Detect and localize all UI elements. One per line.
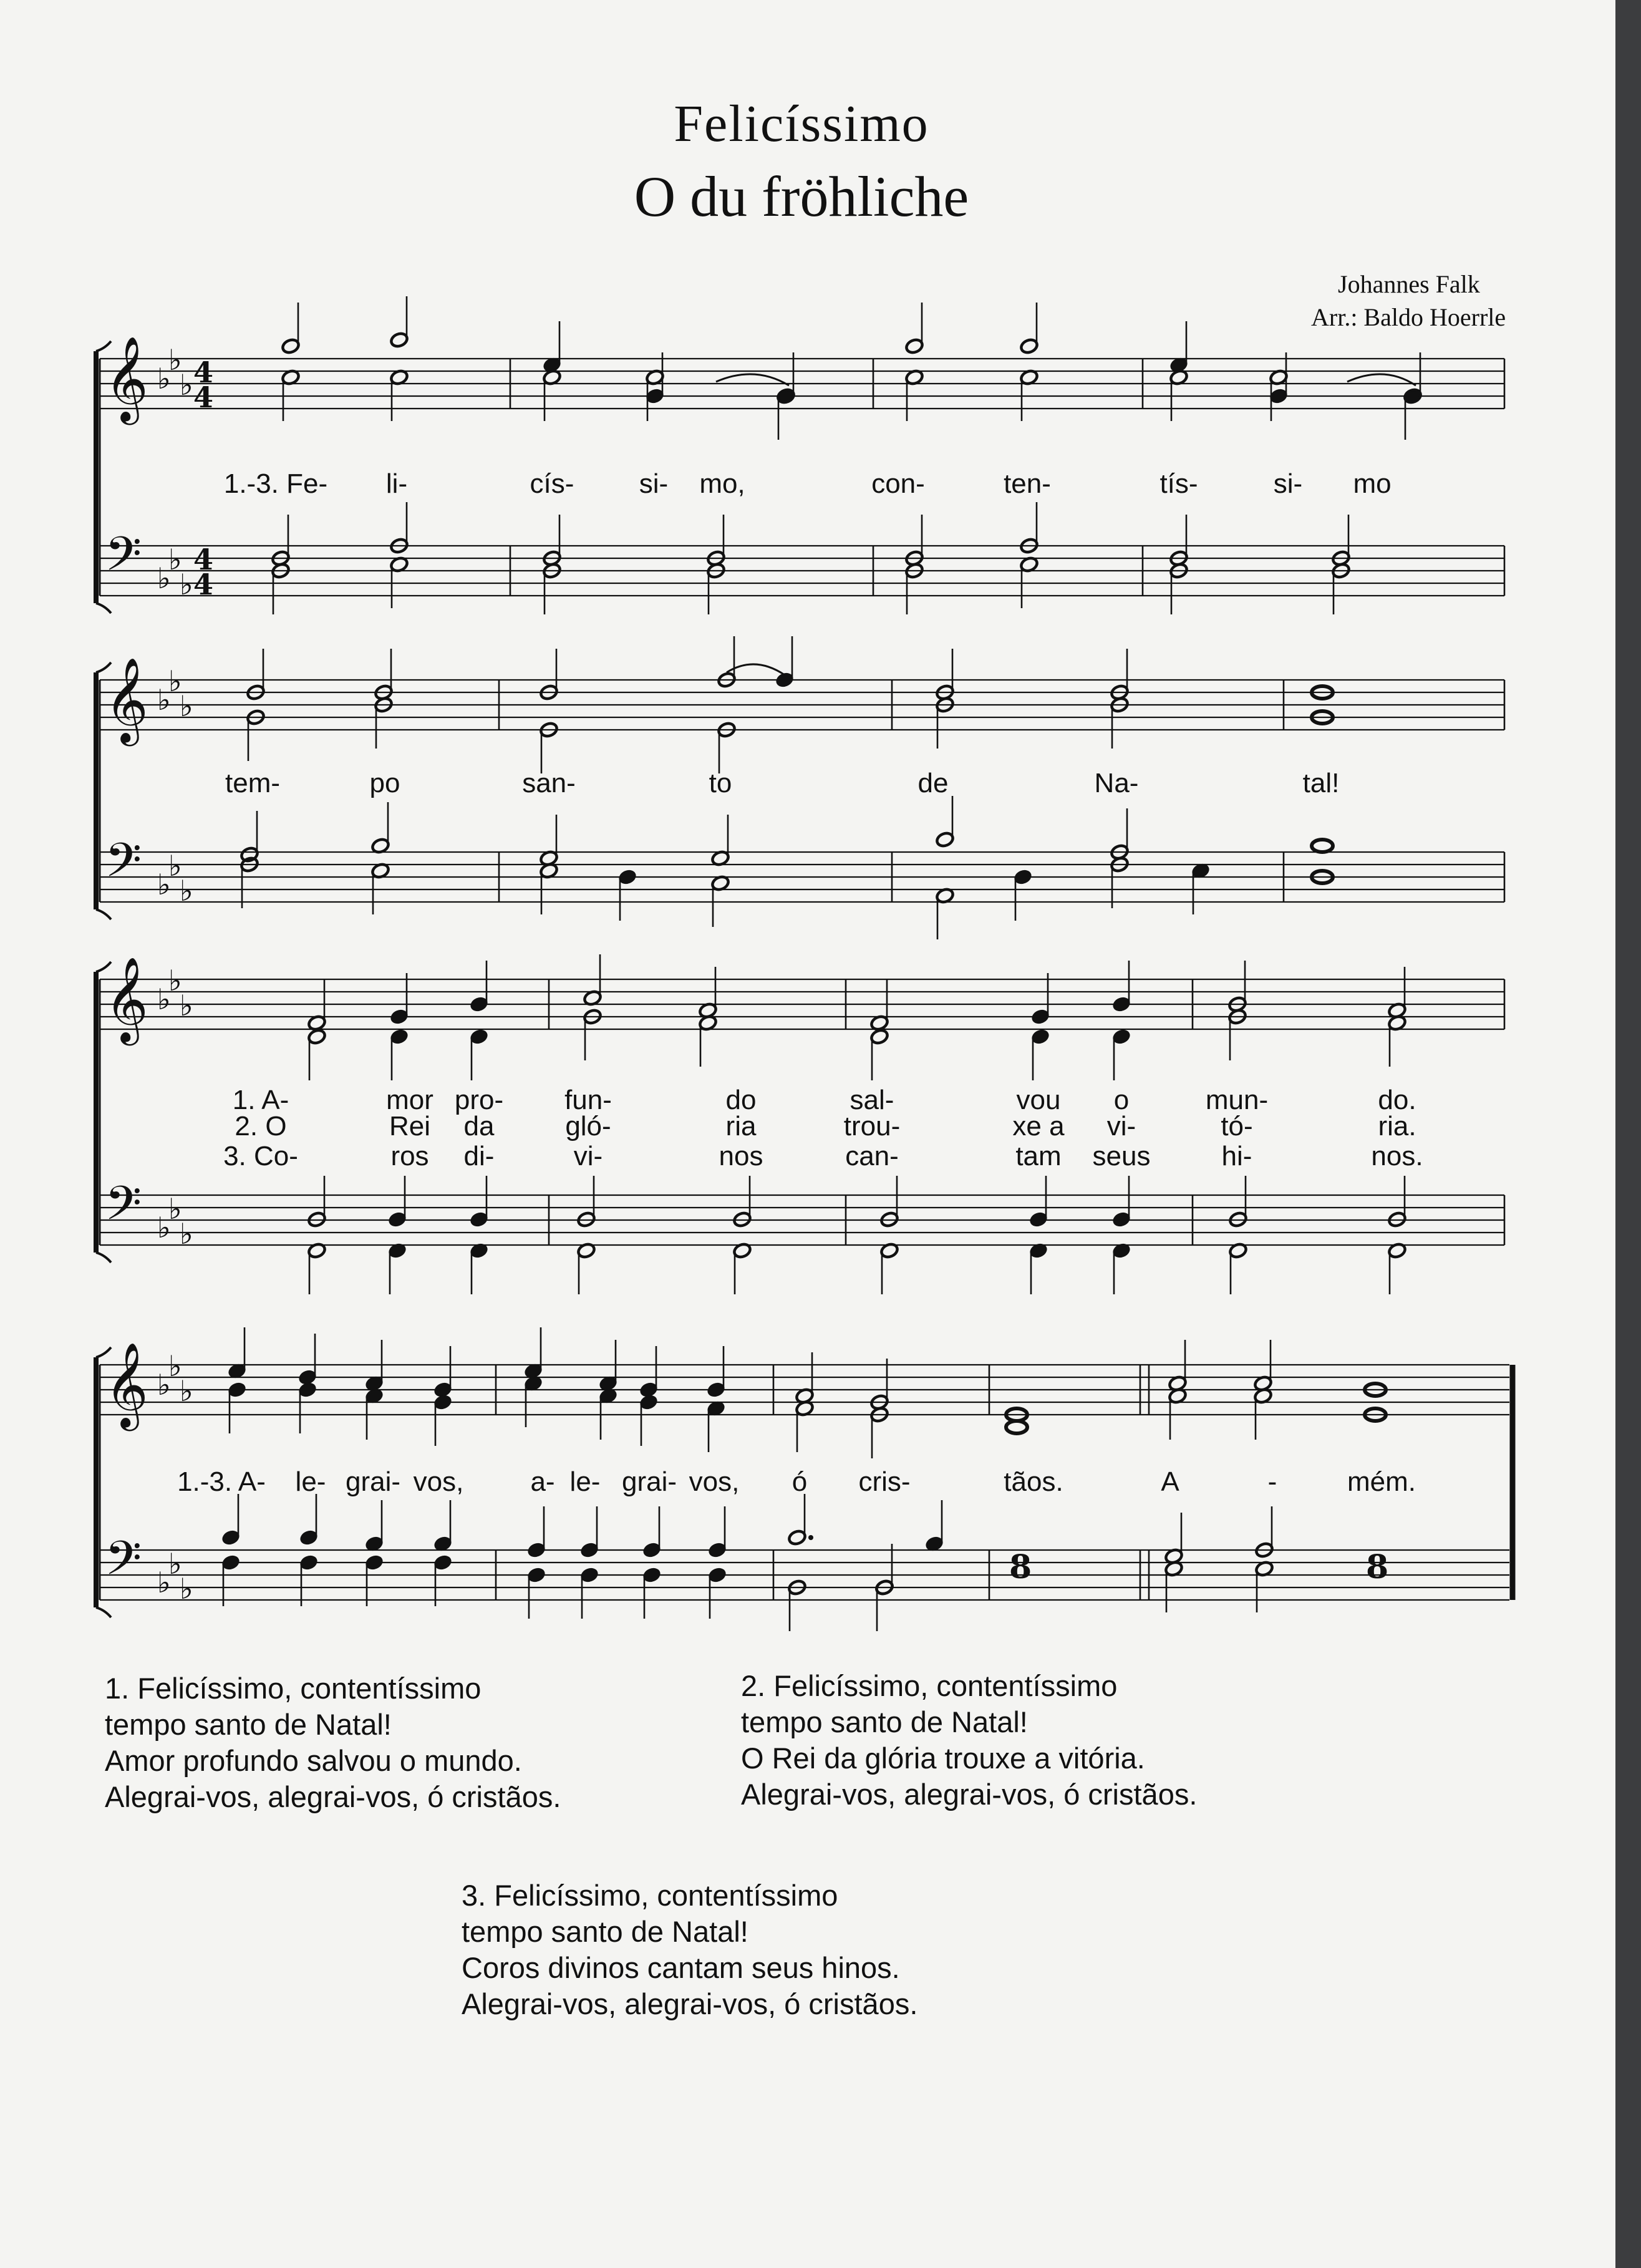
verse-line: Coros divinos cantam seus hinos. [462, 1951, 900, 1984]
verse-line: Amor profundo salvou o mundo. [105, 1744, 522, 1777]
lyric-syllable: vos, [689, 1466, 740, 1497]
lyric-syllable: grai- [345, 1466, 401, 1497]
lyric-syllable: le- [295, 1466, 326, 1497]
flat-icon: ♭ [168, 964, 182, 997]
lyric-syllable: ros [390, 1141, 429, 1171]
flat-icon: ♭ [168, 1547, 182, 1581]
lyric-syllable: 1. A- [232, 1085, 289, 1115]
lyric-syllable: seus [1092, 1141, 1151, 1171]
verse-line: Alegrai-vos, alegrai-vos, ó cristãos. [741, 1778, 1198, 1811]
lyric-syllable: to [709, 768, 732, 798]
lyric-syllable: sal- [850, 1085, 894, 1115]
time-signature-top: 4 [193, 543, 214, 576]
lyric-syllable: po [369, 768, 400, 798]
lyric-syllable: ria [725, 1111, 757, 1141]
lyric-syllable: do [725, 1085, 757, 1115]
verse-2 [741, 1668, 1197, 1813]
lyric-syllable: li- [385, 468, 408, 499]
lyric-syllable: da [463, 1111, 495, 1141]
composer-credit: Johannes Falk [1338, 270, 1480, 298]
lyric-syllable: mo, [699, 468, 745, 499]
flat-icon: ♭ [180, 874, 193, 908]
verse-1 [105, 1670, 561, 1815]
time-signature-top: 4 [193, 356, 214, 389]
verse-line: 2. Felicíssimo, contentíssimo [741, 1669, 1118, 1702]
verse-line: O Rei da glória trouxe a vitória. [741, 1742, 1145, 1775]
verse-line: 3. Felicíssimo, contentíssimo [462, 1879, 838, 1912]
lyric-syllable: tal! [1302, 768, 1340, 798]
verse-line: Alegrai-vos, alegrai-vos, ó cristãos. [105, 1780, 561, 1813]
lyric-syllable: con- [871, 468, 925, 499]
lyric-syllable: do. [1378, 1085, 1416, 1115]
verse-line: tempo santo de Natal! [105, 1708, 392, 1741]
lyric-syllable: ó [791, 1466, 808, 1497]
lyric-syllable: tó- [1221, 1111, 1253, 1141]
flat-icon: ♭ [180, 368, 193, 402]
verse-line: 1. Felicíssimo, contentíssimo [105, 1672, 482, 1705]
lyric-syllable: nos. [1371, 1141, 1423, 1171]
arranger-credit: Arr.: Baldo Hoerrle [1311, 303, 1506, 331]
lyric-syllable: xe a [1012, 1111, 1065, 1141]
treble-clef-icon: 𝄞 [105, 335, 148, 421]
lyric-syllable: mun- [1205, 1085, 1269, 1115]
flat-icon: ♭ [168, 664, 182, 698]
flat-icon: ♭ [157, 1566, 171, 1599]
lyric-syllable: trou- [843, 1111, 901, 1141]
whole-note [1006, 1421, 1027, 1433]
flat-icon: ♭ [180, 1374, 193, 1408]
lyric-syllable: 1.-3. A- [177, 1466, 266, 1497]
lyric-syllable: tãos. [1004, 1466, 1063, 1497]
lyric-syllable: hi- [1221, 1141, 1252, 1171]
bass-clef-icon: 𝄢 [105, 1531, 142, 1597]
lyric-syllable: vi- [573, 1141, 603, 1171]
verse-line: tempo santo de Natal! [741, 1705, 1028, 1738]
lyric-syllable: pro- [454, 1085, 504, 1115]
flat-icon: ♭ [157, 1368, 171, 1402]
lyric-syllable: mor [386, 1085, 433, 1115]
double-whole-note: 8 [1366, 1548, 1389, 1586]
lyric-syllable: fun- [564, 1085, 612, 1115]
lyric-syllable: cris- [858, 1466, 911, 1497]
lyric-syllable: mém. [1347, 1466, 1416, 1497]
verse-3 [462, 1878, 917, 2022]
time-signature-bottom: 4 [193, 380, 214, 414]
lyric-syllable: 1.-3. Fe- [223, 468, 328, 499]
lyric-syllable: - [1267, 1466, 1277, 1497]
verse-line: tempo santo de Natal! [462, 1915, 748, 1948]
lyric-syllable: A [1161, 1466, 1179, 1497]
flat-icon: ♭ [180, 1217, 193, 1251]
time-signature-bottom: 4 [193, 568, 214, 601]
lyric-syllable: le- [569, 1466, 601, 1497]
lyric-syllable: vou [1016, 1085, 1061, 1115]
flat-icon: ♭ [180, 689, 193, 723]
lyric-syllable: 3. Co- [223, 1141, 298, 1171]
flat-icon: ♭ [157, 362, 171, 395]
whole-note [1312, 840, 1333, 852]
lyric-syllable: vos, [413, 1466, 464, 1497]
flat-icon: ♭ [168, 1349, 182, 1383]
lyric-syllable: can- [845, 1141, 899, 1171]
treble-clef-icon: 𝄞 [105, 1341, 148, 1427]
lyric-syllable: 2. O [235, 1111, 287, 1141]
flat-icon: ♭ [180, 1572, 193, 1606]
bass-clef-icon: 𝄢 [105, 1176, 142, 1243]
double-whole-note: 8 [1009, 1548, 1032, 1586]
flat-icon: ♭ [157, 982, 171, 1016]
lyric-syllable: Na- [1094, 768, 1139, 798]
lyric-syllable: Rei [389, 1111, 431, 1141]
lyric-syllable: tem- [225, 768, 280, 798]
dot [808, 1535, 813, 1540]
hymn-title: Felicíssimo [674, 95, 929, 153]
slur [727, 664, 785, 675]
lyric-syllable: mo [1353, 468, 1392, 499]
lyric-syllable: cís- [530, 468, 574, 499]
lyric-syllable: ria. [1378, 1111, 1416, 1141]
lyric-syllable: o [1113, 1085, 1130, 1115]
lyric-syllable: nos [719, 1141, 763, 1171]
flat-icon: ♭ [168, 1192, 182, 1226]
bass-clef-icon: 𝄢 [105, 833, 142, 899]
lyric-syllable: grai- [621, 1466, 677, 1497]
lyric-syllable: vi- [1106, 1111, 1136, 1141]
lyric-syllable: si- [1273, 468, 1303, 499]
lyric-syllable: a- [530, 1466, 555, 1497]
lyric-syllable: si- [639, 468, 669, 499]
bass-clef-icon: 𝄢 [105, 526, 142, 593]
lyric-syllable: tam [1015, 1141, 1062, 1171]
treble-clef-icon: 𝄞 [105, 956, 148, 1042]
lyric-syllable: di- [463, 1141, 495, 1171]
lyric-syllable: tís- [1159, 468, 1198, 499]
flat-icon: ♭ [157, 561, 171, 595]
flat-icon: ♭ [180, 989, 193, 1022]
treble-clef-icon: 𝄞 [105, 656, 148, 742]
lyric-syllable: ten- [1004, 468, 1051, 499]
lyric-syllable: gló- [565, 1111, 611, 1141]
verse-line: Alegrai-vos, alegrai-vos, ó cristãos. [462, 1987, 918, 2020]
lyric-syllable: de [917, 768, 949, 798]
flat-icon: ♭ [180, 568, 193, 601]
flat-icon: ♭ [168, 343, 182, 377]
flat-icon: ♭ [157, 868, 171, 901]
flat-icon: ♭ [168, 849, 182, 883]
flat-icon: ♭ [168, 543, 182, 576]
flat-icon: ♭ [157, 1211, 171, 1244]
hymn-subtitle: O du fröhliche [634, 165, 969, 228]
flat-icon: ♭ [157, 683, 171, 717]
lyric-syllable: san- [522, 768, 576, 798]
